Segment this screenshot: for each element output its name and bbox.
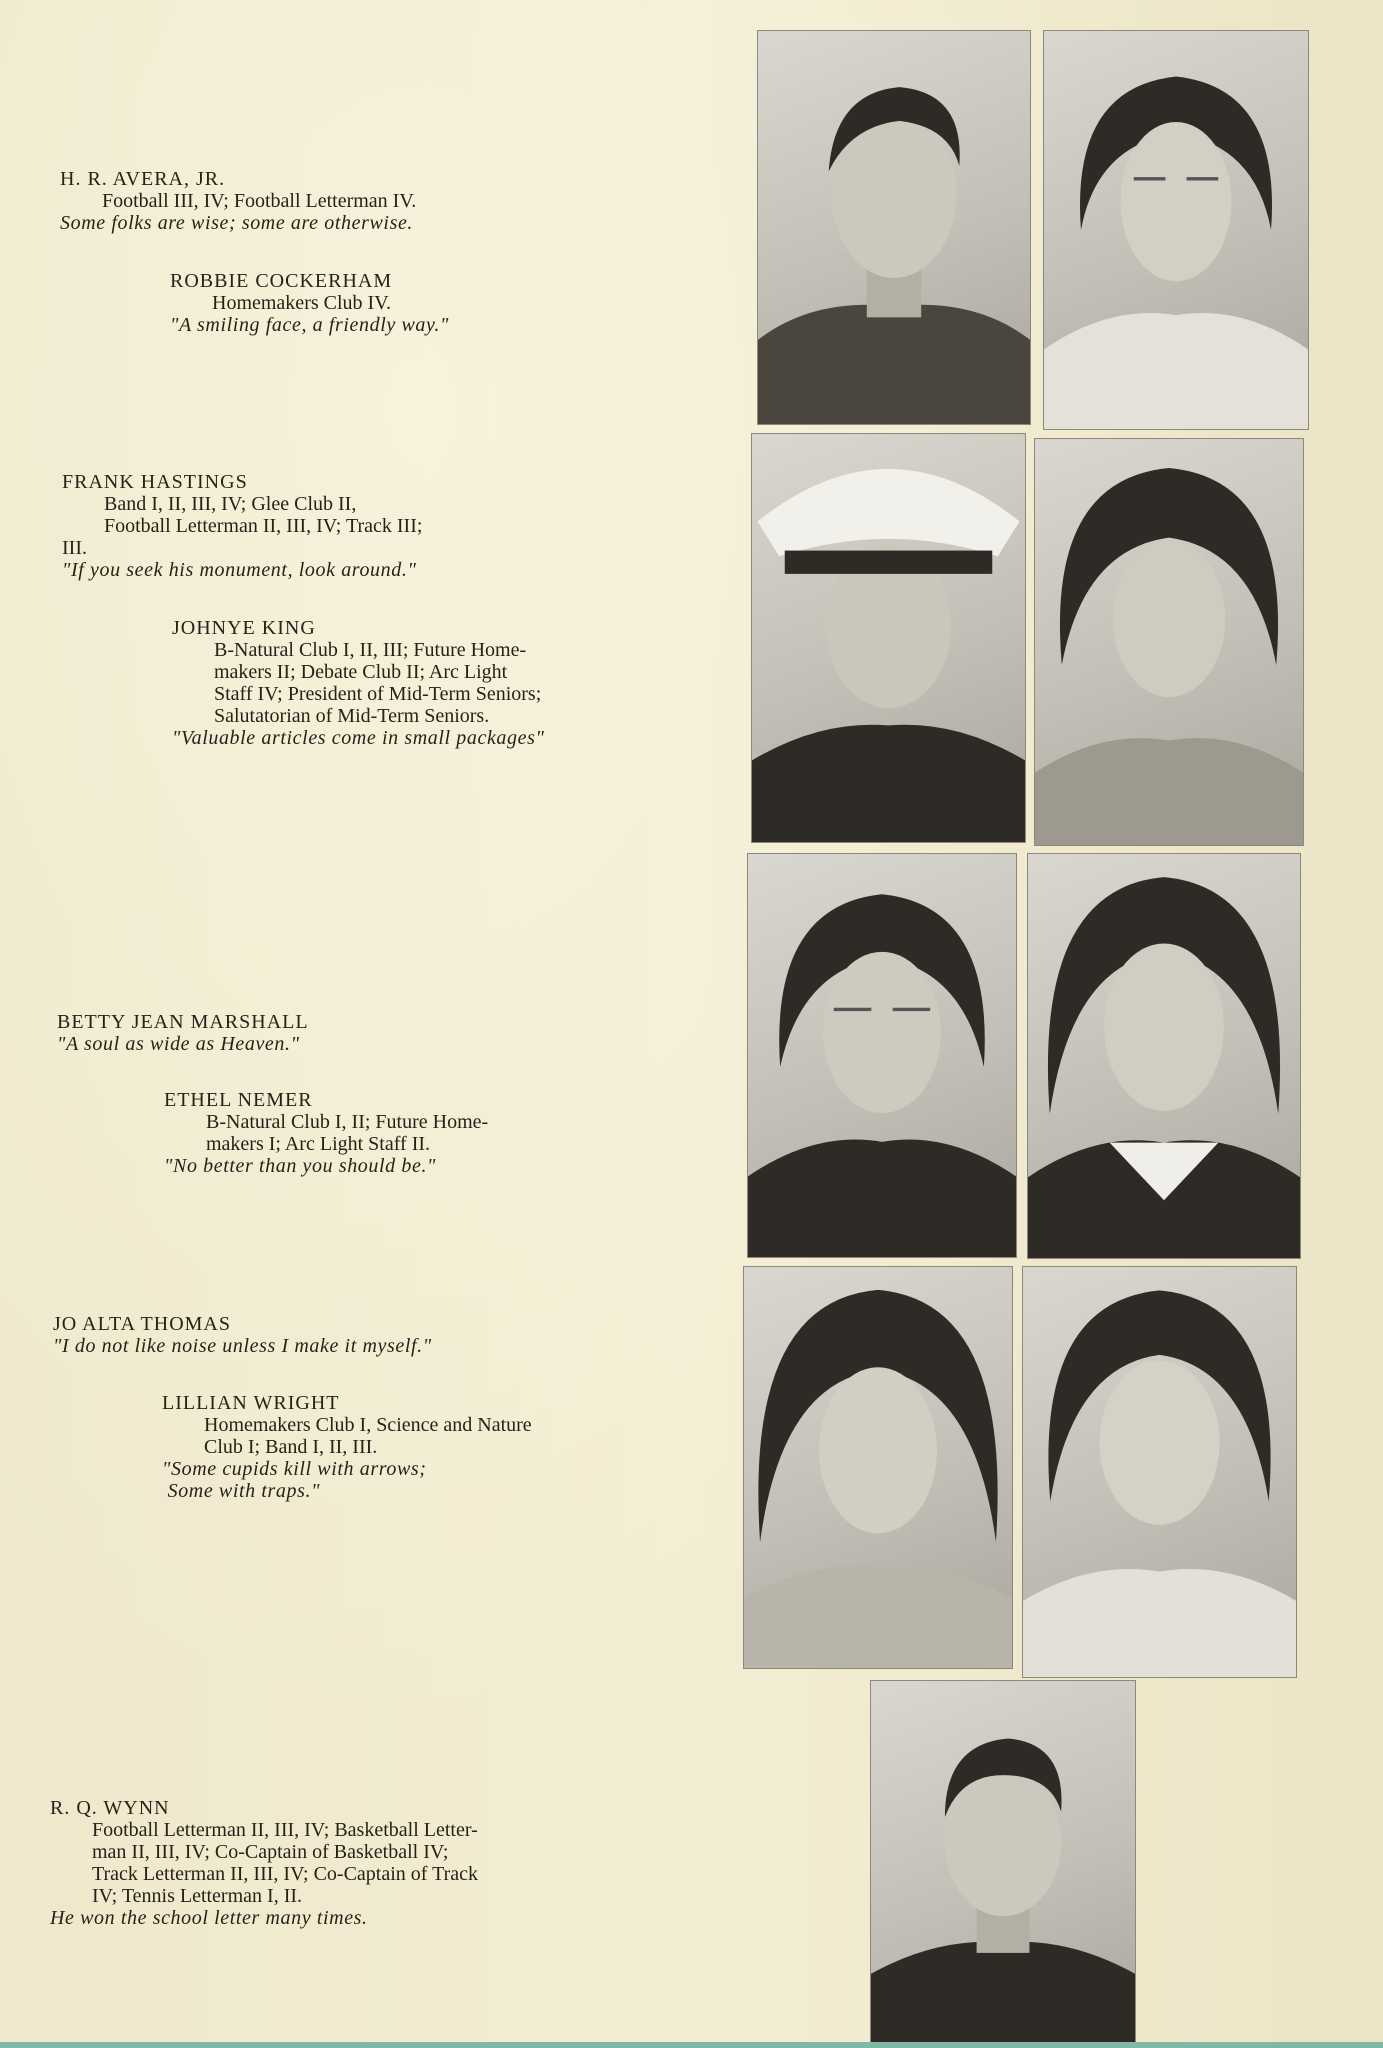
student-quote: "No better than you should be." xyxy=(164,1155,437,1177)
student-name: FRANK HASTINGS xyxy=(62,471,248,493)
student-quote: "Some cupids kill with arrows; xyxy=(162,1458,427,1480)
student-name: LILLIAN WRIGHT xyxy=(162,1392,340,1414)
student-activities-line: Salutatorian of Mid-Term Seniors. xyxy=(214,705,490,727)
student-activities: Homemakers Club IV. xyxy=(212,292,392,314)
student-quote: "Valuable articles come in small packages" xyxy=(172,727,545,749)
student-activities-line: man II, III, IV; Co-Captain of Basketball IV; xyxy=(92,1841,449,1863)
student-entry-nemer xyxy=(164,1089,488,1177)
student-entry-wright xyxy=(162,1392,532,1502)
student-name: BETTY JEAN MARSHALL xyxy=(57,1011,309,1033)
student-activities-line: makers I; Arc Light Staff II. xyxy=(206,1133,431,1155)
student-activities-line: B-Natural Club I, II; Future Home- xyxy=(206,1111,489,1133)
student-entry-marshall xyxy=(57,1011,309,1055)
student-activities-line: Club I; Band I, II, III. xyxy=(204,1436,378,1458)
portrait-photo-wright xyxy=(1022,1266,1297,1678)
student-name: JOHNYE KING xyxy=(172,617,316,639)
portrait-photo-wynn xyxy=(870,1680,1136,2048)
student-quote: "I do not like noise unless I make it myself." xyxy=(53,1335,432,1357)
student-activities-line: Football Letterman II, III, IV; Basketball Letter- xyxy=(92,1819,478,1841)
student-activities-line: makers II; Debate Club II; Arc Light xyxy=(214,661,508,683)
student-quote: "A soul as wide as Heaven." xyxy=(57,1033,300,1055)
student-activities-line: IV; Tennis Letterman I, II. xyxy=(92,1885,303,1907)
student-activities: Football III, IV; Football Letterman IV. xyxy=(102,190,417,212)
portrait-photo-nemer xyxy=(1027,853,1301,1259)
student-activities-line: Track Letterman II, III, IV; Co-Captain of Track xyxy=(92,1863,479,1885)
student-activities-line: Football Letterman II, III, IV; Track III; xyxy=(104,515,423,537)
student-name: ETHEL NEMER xyxy=(164,1089,313,1111)
student-name: R. Q. WYNN xyxy=(50,1797,170,1819)
portrait-photo-marshall xyxy=(747,853,1017,1258)
page-edge-strip xyxy=(0,2042,1383,2048)
student-entry-king xyxy=(172,617,545,749)
portrait-photo-thomas xyxy=(743,1266,1013,1669)
portrait-photo-avera xyxy=(757,30,1031,425)
student-quote: Some folks are wise; some are otherwise. xyxy=(60,212,414,234)
student-quote: "If you seek his monument, look around." xyxy=(62,559,417,581)
student-entry-wynn xyxy=(50,1797,478,1929)
student-activities-line: Homemakers Club I, Science and Nature xyxy=(204,1414,532,1436)
student-entry-avera xyxy=(60,168,416,234)
student-entry-thomas xyxy=(53,1313,432,1357)
portrait-photo-cockerham xyxy=(1043,30,1309,430)
portrait-photo-king xyxy=(1034,438,1304,846)
student-activities-line: III. xyxy=(62,537,87,559)
student-entry-cockerham xyxy=(170,270,449,336)
student-name: ROBBIE COCKERHAM xyxy=(170,270,393,292)
student-quote: He won the school letter many times. xyxy=(50,1907,368,1929)
student-quote-line-2: Some with traps." xyxy=(162,1480,321,1502)
portrait-photo-hastings xyxy=(751,433,1026,843)
student-name: JO ALTA THOMAS xyxy=(53,1313,231,1335)
student-activities-line: Band I, II, III, IV; Glee Club II, xyxy=(104,493,357,515)
student-quote: "A smiling face, a friendly way." xyxy=(170,314,449,336)
student-activities-line: B-Natural Club I, II, III; Future Home- xyxy=(214,639,527,661)
student-name: H. R. AVERA, JR. xyxy=(60,168,226,190)
student-entry-hastings xyxy=(62,471,422,581)
student-activities-line: Staff IV; President of Mid-Term Seniors; xyxy=(214,683,542,705)
